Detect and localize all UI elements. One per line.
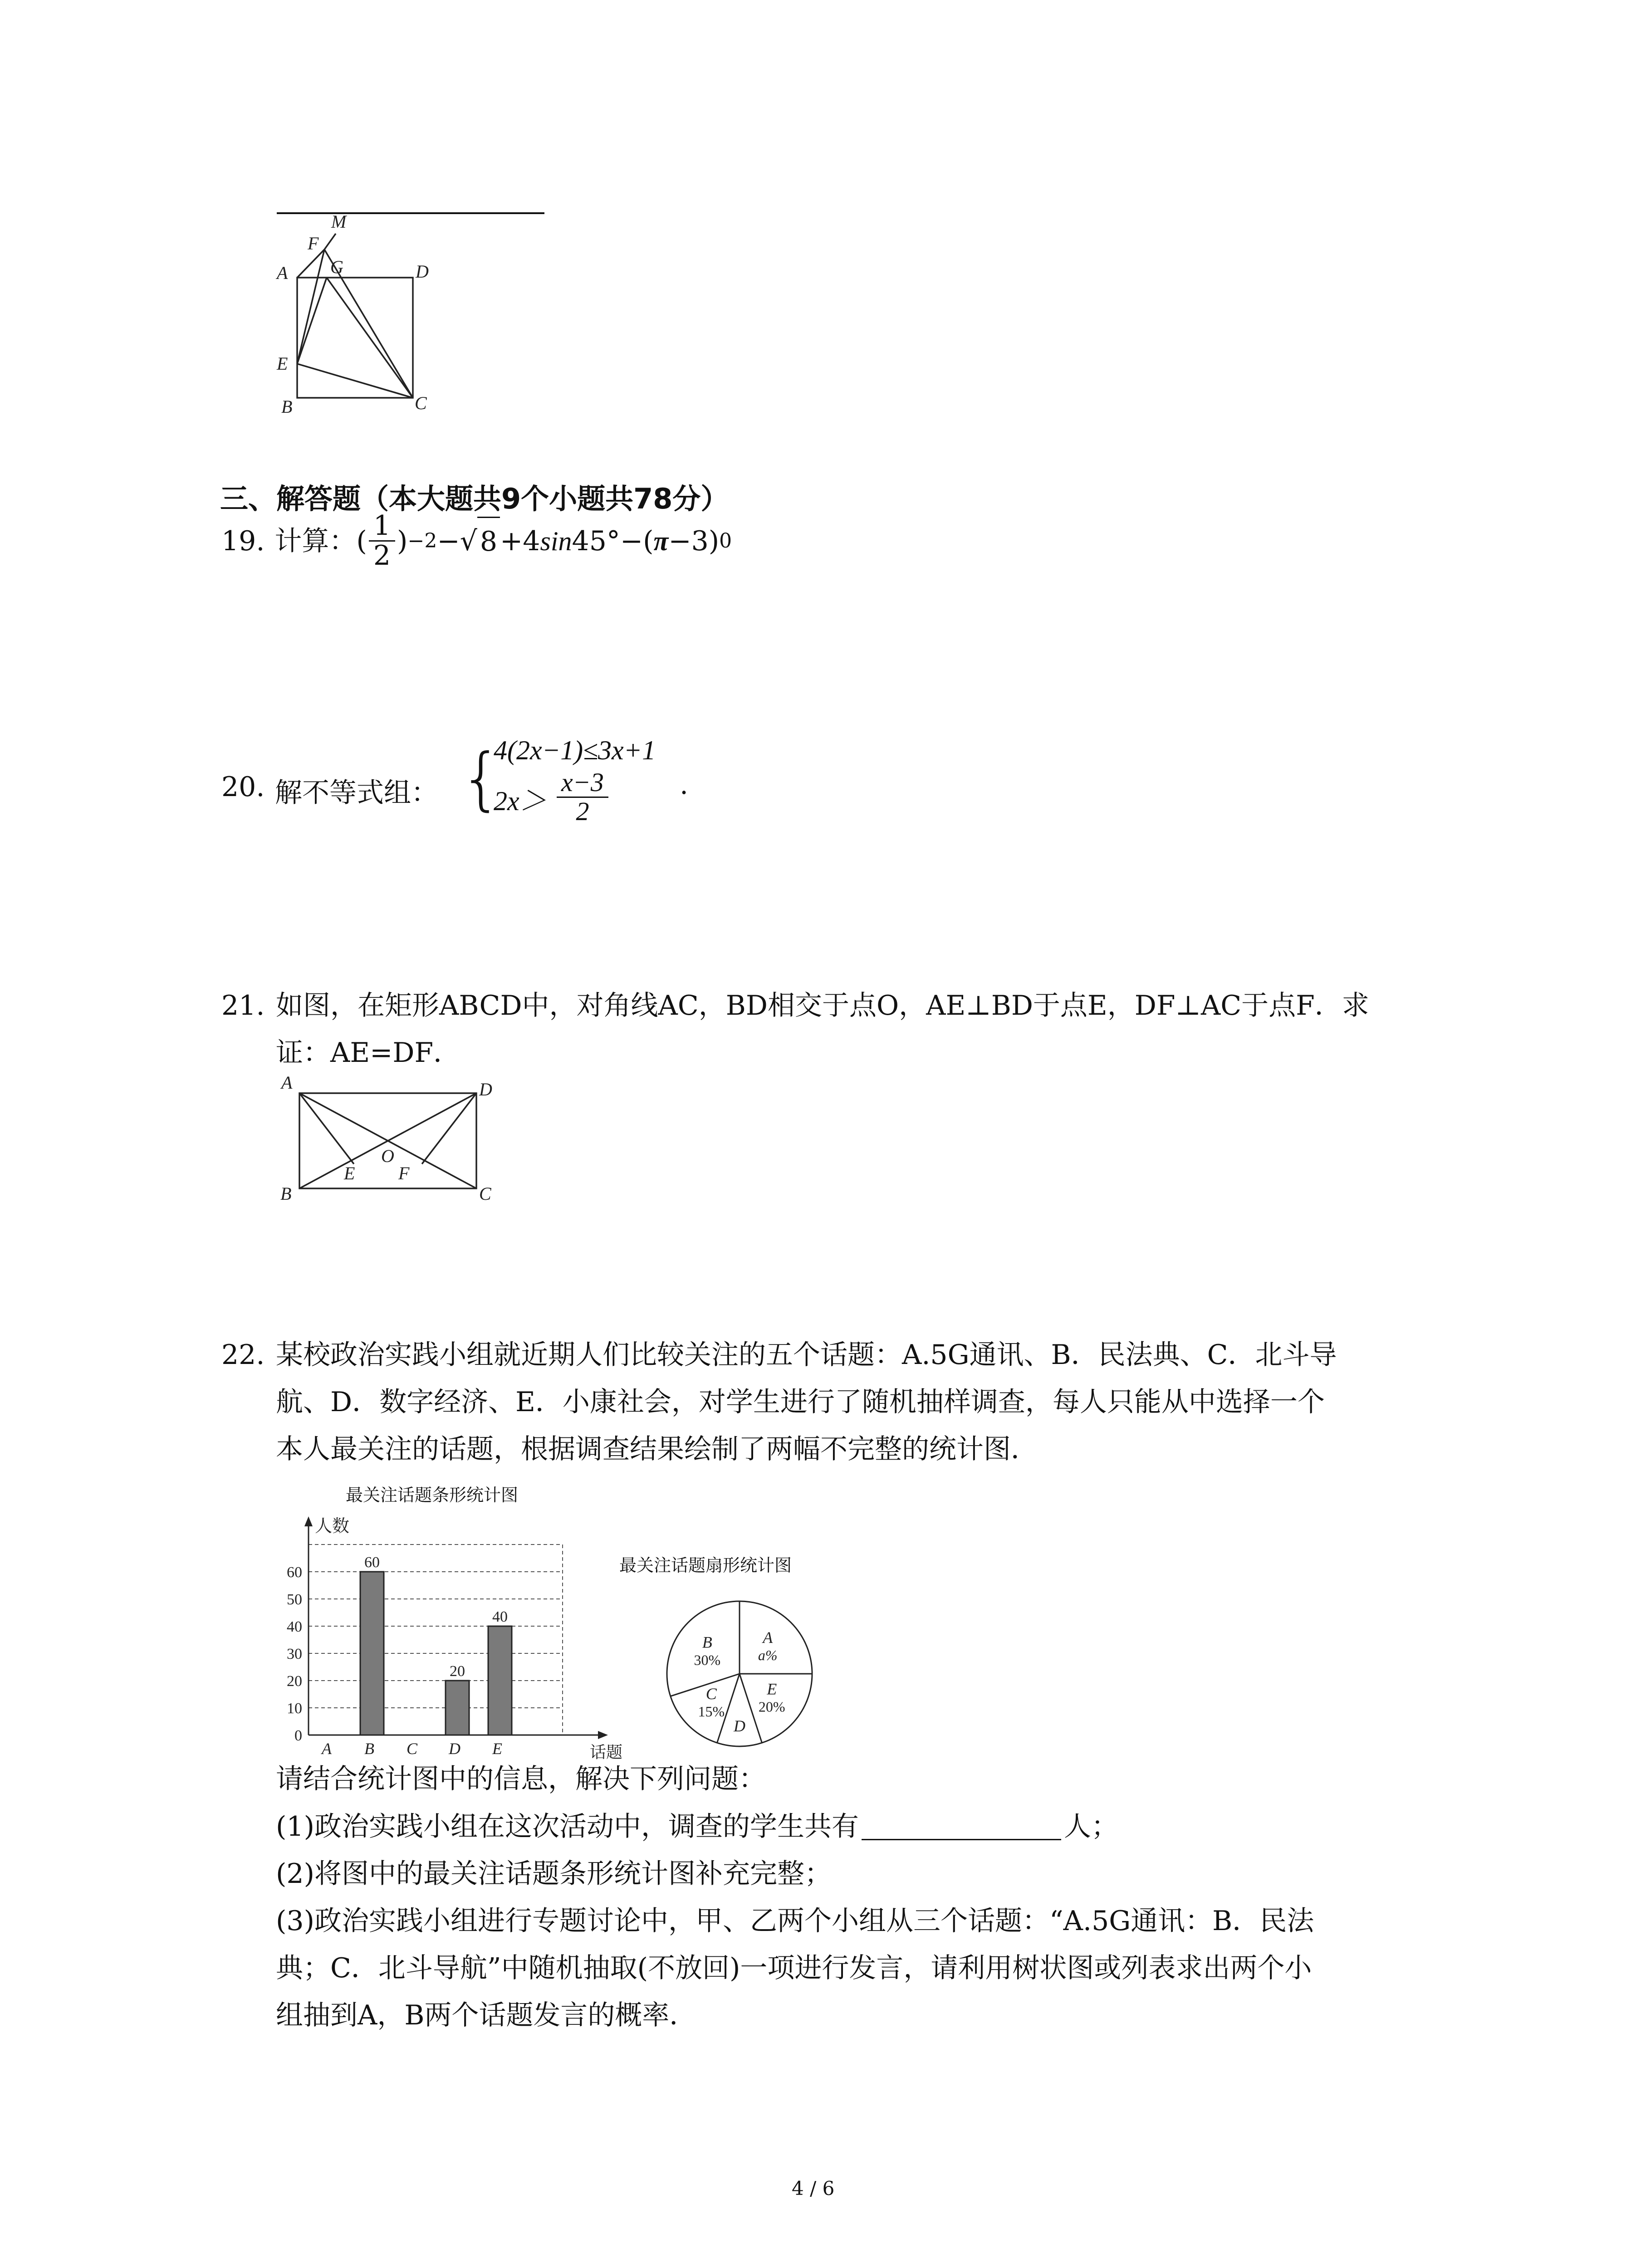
q21-line1: 如图，在矩形ABCD中，对角线AC，BD相交于点O，AE⊥BD于点E，DF⊥AC于点F．求: [276, 990, 1369, 1022]
pie-slice-value: 15%: [698, 1703, 725, 1720]
q22-after-chart: 请结合统计图中的信息，解决下列问题：: [276, 1763, 766, 1795]
bar-chart: [254, 1506, 640, 1778]
q18-figure: [254, 200, 572, 435]
q22-sub3-line2: 典；C．北斗导航”中随机抽取(不放回)一项进行发言，请利用树状图或列表求出两个小: [276, 1952, 1312, 1984]
label-E: E: [277, 353, 288, 374]
y-tick-label: 30: [287, 1646, 302, 1662]
label-O: O: [381, 1146, 394, 1166]
bar: [360, 1572, 384, 1735]
q19-fraction: [369, 512, 395, 570]
q20-frac-num: x−3: [557, 769, 608, 798]
y-axis-arrow-icon: [304, 1516, 313, 1526]
y-tick-label: 20: [287, 1673, 302, 1690]
q20-inequality-1: 4(2x−1)≤3x+1: [494, 735, 656, 765]
x-tick-label: E: [492, 1740, 502, 1758]
label-D: D: [479, 1079, 492, 1100]
q20-end-period: .: [680, 769, 689, 801]
q19-sqrt-arg: 8: [477, 517, 500, 565]
pie-slice-edge: [671, 1674, 740, 1696]
label-B: B: [280, 1183, 292, 1204]
q20-frac-den: 2: [576, 796, 589, 826]
y-axis-label: 人数: [315, 1517, 350, 1536]
label-B: B: [281, 396, 293, 417]
question-20: [221, 726, 766, 862]
x-tick-label: C: [406, 1740, 418, 1758]
q22-line3: 本人最关注的话题，根据调查结果绘制了两幅不完整的统计图．: [276, 1433, 1038, 1465]
y-tick-label: 40: [287, 1618, 302, 1635]
q21-number: 21.: [221, 990, 265, 1022]
x-axis-arrow-icon: [598, 1731, 608, 1739]
x-tick-label: B: [364, 1740, 374, 1758]
bar: [446, 1681, 469, 1735]
pie-slice-label: B: [702, 1633, 712, 1652]
q21-line2: 证：AE=DF．: [276, 1037, 461, 1069]
label-F: F: [398, 1163, 410, 1183]
q19-minus: −: [437, 525, 460, 557]
question-19: [221, 512, 732, 570]
label-F: F: [308, 233, 319, 254]
pie-slice-label: C: [705, 1685, 717, 1703]
q19-exponent-2: 0: [719, 529, 732, 552]
y-tick-label: 60: [287, 1564, 302, 1581]
x-axis-label: 话题: [590, 1743, 623, 1761]
q19-number: 19.: [221, 525, 265, 557]
label-A: A: [277, 263, 288, 283]
label-E: E: [344, 1163, 355, 1183]
section-title: 三、解答题（本大题共9个小题共78分）: [220, 482, 729, 515]
q19-degree: 45°−(: [572, 525, 654, 557]
x-tick-label: A: [322, 1740, 332, 1758]
brace-icon: {: [460, 739, 503, 818]
label-M: M: [331, 211, 347, 232]
q20-lead: 解不等式组：: [275, 777, 438, 809]
sqrt-icon: √: [460, 525, 477, 557]
pie-slice-label: A: [763, 1628, 773, 1647]
pie-slice-value: 20%: [758, 1698, 785, 1715]
y-tick-label: 10: [287, 1700, 302, 1717]
q22-sub1-pre: (1)政治实践小组在这次活动中，调查的学生共有: [276, 1811, 859, 1843]
label-C: C: [479, 1183, 491, 1204]
x-tick-label: D: [449, 1740, 460, 1758]
q19-sin: sin: [540, 526, 572, 556]
bar: [488, 1626, 512, 1735]
q19-frac-den: 2: [373, 540, 391, 572]
label-D: D: [416, 261, 429, 282]
y-tick-label: 0: [294, 1727, 302, 1744]
q20-inequality-2-left: 2x＞: [494, 786, 547, 816]
bar-chart-title: 最关注话题条形统计图: [346, 1485, 519, 1505]
q19-frac-num: 1: [369, 512, 395, 542]
y-tick-label: 50: [287, 1591, 302, 1608]
q22-subquestions: [276, 1755, 1314, 2039]
bar-data-label: 60: [364, 1554, 380, 1571]
q22-number: 22.: [221, 1339, 265, 1371]
label-A: A: [281, 1075, 293, 1093]
q20-number: 20.: [221, 771, 265, 803]
q19-lead: 计算：(: [274, 525, 367, 557]
q22-sub2: (2)将图中的最关注话题条形统计图补充完整；: [276, 1858, 832, 1890]
label-C: C: [415, 393, 427, 413]
question-22: [221, 1331, 1337, 1473]
pie-chart-title: 最关注话题扇形统计图: [619, 1555, 792, 1575]
q19-close-paren: ): [397, 525, 408, 557]
q20-fraction: [557, 769, 608, 826]
pie-chart: [649, 1588, 830, 1760]
pie-slice-value: 30%: [694, 1652, 721, 1668]
q21-figure: [272, 1075, 508, 1207]
label-G: G: [330, 257, 343, 277]
q19-exponent-1: −2: [407, 529, 437, 552]
q22-sub3-line1: (3)政治实践小组进行专题讨论中，甲、乙两个小组从三个话题：“A.5G通讯：B．民法: [276, 1905, 1314, 1937]
page-number: 4 / 6: [792, 2177, 835, 2200]
q19-pi-tail: −3): [668, 525, 720, 557]
pie-slice-label: D: [734, 1717, 745, 1735]
answer-blank[interactable]: [862, 1803, 1061, 1840]
q19-plus4: +4: [500, 525, 540, 557]
q22-sub1-post: 人；: [1064, 1811, 1118, 1843]
pie-slice-label: E: [767, 1680, 777, 1698]
q22-line2: 航、D．数字经济、E．小康社会，对学生进行了随机抽样调查，每人只能从中选择一个: [276, 1386, 1325, 1418]
q19-pi: π: [653, 526, 669, 556]
bar-data-label: 40: [492, 1608, 508, 1625]
pie-slice-value: a%: [758, 1647, 778, 1663]
bar-data-label: 20: [450, 1663, 465, 1680]
q22-sub3-line3: 组抽到A，B两个话题发言的概率．: [276, 1999, 697, 2031]
q22-line1: 某校政治实践小组就近期人们比较关注的五个话题：A.5G通讯、B．民法典、C．北斗导: [276, 1339, 1337, 1371]
question-21: [221, 982, 1369, 1076]
